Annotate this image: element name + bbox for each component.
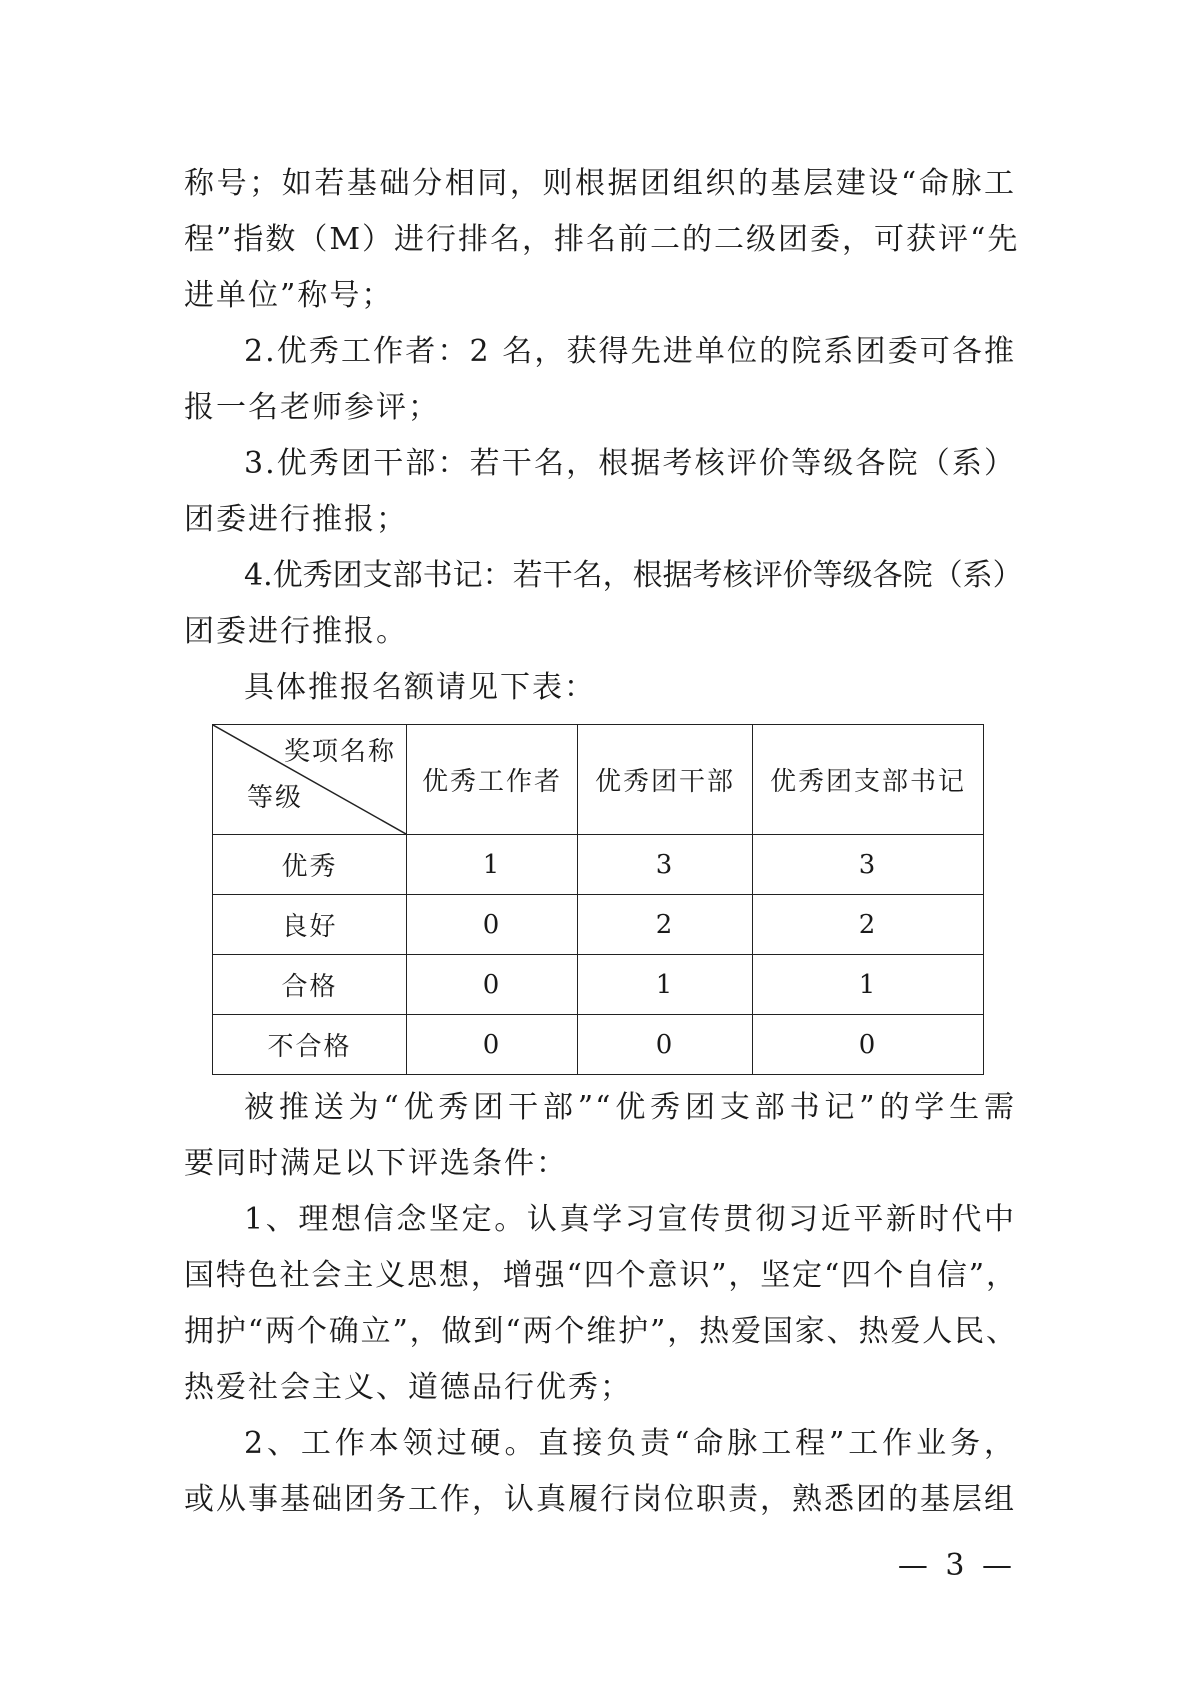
- corner-top-label: 奖项名称: [283, 737, 396, 767]
- table-cell: 2: [753, 895, 984, 955]
- paragraph-line: 国特色社会主义思想，增强“四个意识”，坚定“四个自信”，: [184, 1258, 1016, 1293]
- paragraph-line: 或从事基础团务工作，认真履行岗位职责，熟悉团的基层组: [184, 1482, 1016, 1517]
- paragraph-line: 要同时满足以下评选条件：: [184, 1146, 568, 1181]
- table-header-row: [213, 725, 984, 835]
- paragraph-line: 热爱社会主义、道德品行优秀；: [184, 1370, 632, 1405]
- paragraph-line: 报一名老师参评；: [184, 390, 440, 425]
- paragraph-line: 2、工作本领过硬。直接负责“命脉工程”工作业务，: [244, 1426, 1016, 1461]
- table-row: [213, 1015, 984, 1075]
- paragraph-line: 3.优秀团干部：若干名，根据考核评价等级各院（系）: [244, 446, 1016, 481]
- paragraph-line: 4.优秀团支部书记：若干名，根据考核评价等级各院（系）: [244, 558, 1023, 593]
- paragraph-line: 被推送为“优秀团干部”“优秀团支部书记”的学生需: [244, 1090, 1016, 1125]
- table-cell: 0: [753, 1015, 984, 1075]
- table-row: [213, 895, 984, 955]
- paragraph-line: 进单位”称号；: [184, 278, 394, 313]
- table-cell: 0: [407, 1015, 578, 1075]
- paragraph-line: 程”指数（M）进行排名，排名前二的二级团委，可获评“先: [184, 222, 1020, 257]
- column-header: 优秀团支部书记: [753, 725, 984, 835]
- paragraph-line: 1、理想信念坚定。认真学习宣传贯彻习近平新时代中: [244, 1202, 1016, 1237]
- row-label: 优秀: [213, 835, 407, 895]
- paragraph-line: 2.优秀工作者：2 名，获得先进单位的院系团委可各推: [244, 334, 1016, 369]
- row-label: 良好: [213, 895, 407, 955]
- row-label: 不合格: [213, 1015, 407, 1075]
- paragraph-line: 称号；如若基础分相同，则根据团组织的基层建设“命脉工: [184, 166, 1016, 201]
- page-number: — 3 —: [897, 1548, 1016, 1583]
- table-cell: 1: [753, 955, 984, 1015]
- table-cell: 3: [578, 835, 753, 895]
- paragraph-line: 团委进行推报；: [184, 502, 408, 537]
- table-corner-cell: [213, 725, 407, 835]
- row-label: 合格: [213, 955, 407, 1015]
- quota-table: [212, 724, 984, 1075]
- table-row: [213, 835, 984, 895]
- table-cell: 2: [578, 895, 753, 955]
- table-cell: 0: [578, 1015, 753, 1075]
- table-intro: 具体推报名额请见下表：: [244, 670, 596, 705]
- table-cell: 0: [407, 955, 578, 1015]
- column-header: 优秀工作者: [407, 725, 578, 835]
- paragraph-line: 团委进行推报。: [184, 614, 408, 649]
- table-row: [213, 955, 984, 1015]
- table-cell: 1: [407, 835, 578, 895]
- paragraph-line: 拥护“两个确立”，做到“两个维护”，热爱国家、热爱人民、: [184, 1314, 1016, 1349]
- corner-bottom-label: 等级: [247, 783, 304, 813]
- table-cell: 0: [407, 895, 578, 955]
- table-cell: 1: [578, 955, 753, 1015]
- column-header: 优秀团干部: [578, 725, 753, 835]
- table-cell: 3: [753, 835, 984, 895]
